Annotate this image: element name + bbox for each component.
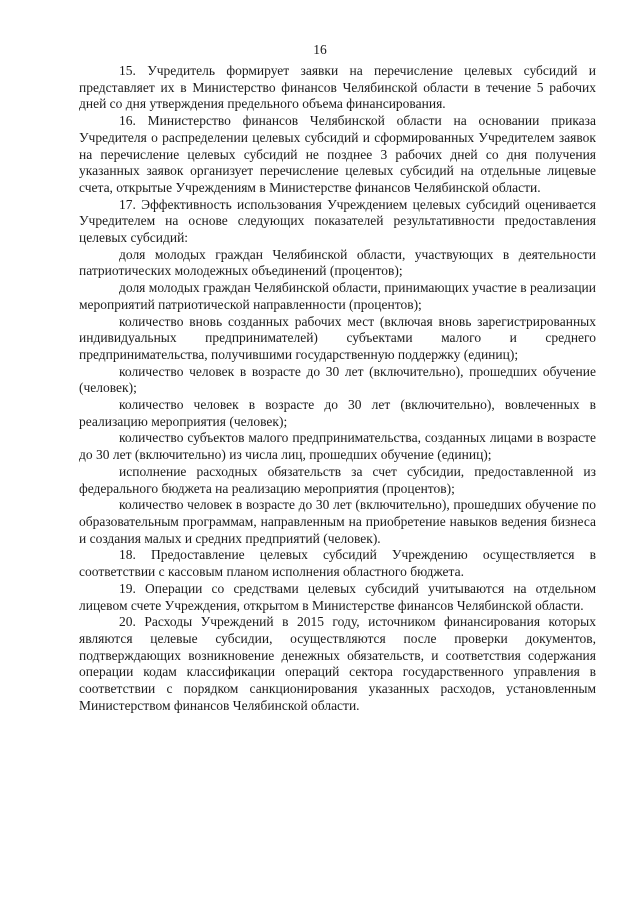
indicator-item: доля молодых граждан Челябинской области, принимающих участие в реализации мероприятий патриотической направленности (процентов); [79,280,596,312]
indicator-item: количество вновь созданных рабочих мест (включая вновь зарегистрированных индивидуальных предпринимателей) субъектами малого и среднего предпринимательства, получившими государственную поддержку (единиц); [79,313,596,362]
document-body [79,63,596,714]
page-number: 16 [313,42,327,57]
indicator-item: исполнение расходных обязательств за счет субсидии, предоставленной из федерального бюджета на реализацию мероприятия (процентов); [79,463,596,496]
paragraph-17: 17. Эффективность использования Учреждением целевых субсидий оценивается Учредителем на основе следующих показателей результативности предоставления целевых субсидий: [79,196,596,246]
indicator-item: количество человек в возрасте до 30 лет (включительно), прошедших обучение по образовательным программам, направленным на приобретение навыков ведения бизнеса и создания малых и средних предприятий (человек). [79,497,596,546]
indicator-item: доля молодых граждан Челябинской области, участвующих в деятельности патриотических молодежных объединений (процентов); [79,246,596,279]
indicator-item: количество человек в возрасте до 30 лет (включительно), вовлеченных в реализацию мероприятия (человек); [79,397,596,429]
indicator-item: количество субъектов малого предпринимательства, созданных лицами в возрасте до 30 лет (включительно) из числа лиц, прошедших обучение (единиц); [79,430,596,463]
indicator-item: количество человек в возрасте до 30 лет (включительно), прошедших обучение (человек); [79,363,596,396]
paragraph-18: 18. Предоставление целевых субсидий Учреждению осуществляется в соответствии с кассовым планом исполнения областного бюджета. [79,547,596,580]
paragraph-19: 19. Операции со средствами целевых субсидий учитываются на отдельном лицевом счете Учреждения, открытом в Министерстве финансов Челябинской области. [79,580,596,613]
paragraph-16: 16. Министерство финансов Челябинской области на основании приказа Учредителя о распределении целевых субсидий и сформированных Учредителем заявок на перечисление целевых субсидий не позднее 3 рабочих дней со дня получения указанных заявок организует перечисление целевых субсидий на отдельные лицевые счета, открытые Учреждениям в Министерстве финансов Челябинской области. [79,113,596,195]
paragraph-20: 20. Расходы Учреждений в 2015 году, источником финансирования которых являются целевые субсидии, осуществляются после проверки документов, подтверждающих возникновение денежных обязательств, и соответствия содержания операции кодам классификации операций сектора государственного управления в соответствии с порядком санкционирования указанных расходов, установленным Министерством финансов Челябинской области. [79,614,596,713]
paragraph-15: 15. Учредитель формирует заявки на перечисление целевых субсидий и представляет их в Министерство финансов Челябинской области в течение 5 рабочих дней со дня утверждения предельного объема финансирования. [79,63,596,112]
